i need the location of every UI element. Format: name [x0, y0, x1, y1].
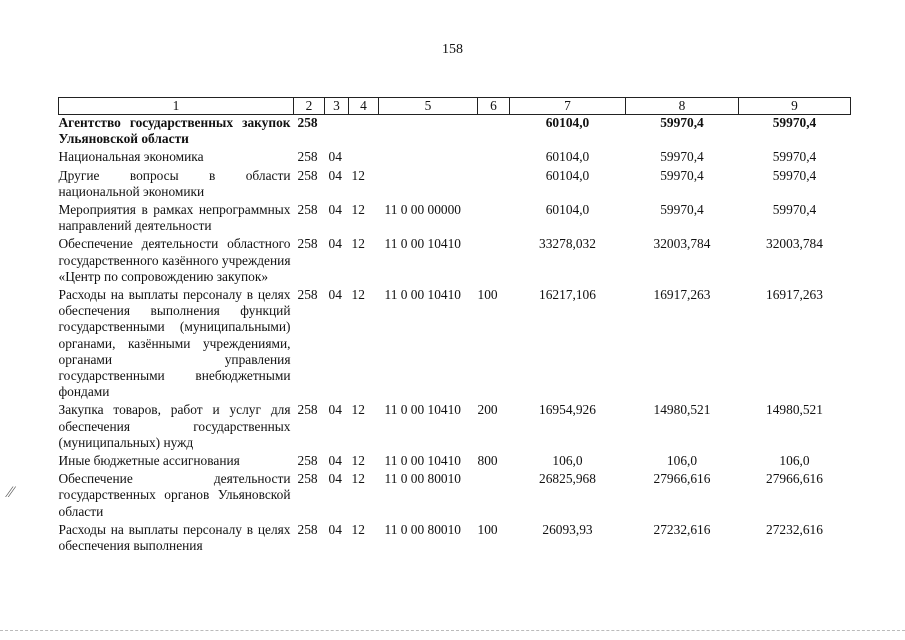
value-col8-cell: 59970,4 — [660, 167, 704, 183]
ministry-code-cell: 258 — [297, 202, 318, 218]
expense-type-cell: 200 — [477, 402, 498, 418]
value-col8-cell: 16917,263 — [653, 287, 711, 303]
section-code-cell — [325, 115, 349, 150]
subsection-code-cell: 12 — [351, 287, 365, 303]
row-name-cell: Агентство государственных закупок Ульяновской области — [58, 115, 291, 147]
subsection-code-cell — [349, 115, 379, 150]
column-header: 7 — [510, 98, 626, 115]
value-col9-cell: 59970,4 — [772, 115, 817, 130]
section-code-cell: 04 — [328, 149, 342, 165]
target-article-cell: 11 0 00 10410 — [384, 236, 461, 252]
value-col8-cell: 59970,4 — [660, 115, 704, 130]
value-col7-cell: 60104,0 — [545, 202, 590, 218]
expense-type-cell — [478, 202, 510, 236]
target-article-cell — [379, 115, 478, 150]
row-name-cell: Другие вопросы в области национальной экономики — [58, 167, 291, 199]
row-name-cell: Расходы на выплаты персоналу в целях обеспечения выполнения — [58, 521, 291, 554]
row-name-cell: Национальная экономика — [58, 149, 204, 165]
section-code-cell: 04 — [328, 287, 342, 303]
ministry-code-cell: 258 — [297, 115, 318, 130]
column-header: 2 — [294, 98, 325, 115]
value-col8-cell: 59970,4 — [660, 149, 704, 165]
row-name-cell: Мероприятия в рамках непрограммных направлений деятельности — [58, 202, 291, 234]
value-col9-cell: 27966,616 — [766, 471, 823, 487]
value-col9-cell: 106,0 — [779, 453, 810, 469]
table-body — [59, 115, 851, 557]
row-name-cell: Закупка товаров, работ и услуг для обеспечения государственных (муниципальных) нужд — [58, 402, 291, 450]
section-code-cell: 04 — [328, 202, 342, 218]
target-article-cell: 11 0 00 10410 — [384, 453, 461, 469]
expense-type-cell: 100 — [477, 287, 498, 303]
subsection-code-cell: 12 — [351, 236, 365, 252]
subsection-code-cell: 12 — [351, 202, 365, 218]
section-code-cell: 04 — [328, 471, 342, 487]
column-header: 5 — [379, 98, 478, 115]
ministry-code-cell: 258 — [297, 236, 318, 252]
value-col9-cell: 32003,784 — [766, 236, 823, 252]
value-col7-cell: 16217,106 — [539, 287, 596, 303]
row-name-cell: Иные бюджетные ассигнования — [58, 453, 240, 469]
subsection-code-cell — [349, 149, 379, 167]
margin-mark-icon: ⁄⁄ — [8, 484, 14, 501]
ministry-code-cell: 258 — [297, 521, 318, 537]
section-code-cell: 04 — [328, 236, 342, 252]
section-code-cell: 04 — [328, 453, 342, 469]
value-col8-cell: 106,0 — [666, 453, 698, 469]
value-col9-cell: 27232,616 — [766, 521, 823, 537]
expense-type-cell — [478, 115, 510, 150]
subsection-code-cell: 12 — [351, 471, 365, 487]
value-col9-cell: 59970,4 — [772, 167, 817, 183]
column-header: 6 — [478, 98, 510, 115]
column-header: 1 — [59, 98, 294, 115]
expense-type-cell — [478, 168, 510, 202]
page-number: 158 — [442, 42, 463, 57]
budget-table — [58, 97, 851, 556]
target-article-cell — [379, 149, 478, 167]
ministry-code-cell: 258 — [297, 471, 318, 487]
column-header: 4 — [349, 98, 379, 115]
value-col7-cell: 16954,926 — [539, 402, 596, 418]
ministry-code-cell: 258 — [297, 167, 318, 183]
table-row — [59, 168, 851, 202]
table-row — [59, 522, 851, 556]
target-article-cell: 11 0 00 80010 — [384, 471, 461, 487]
section-code-cell: 04 — [328, 167, 342, 183]
target-article-cell: 11 0 00 00000 — [384, 202, 461, 218]
ministry-code-cell: 258 — [297, 149, 318, 165]
expense-type-cell — [478, 236, 510, 287]
value-col7-cell: 106,0 — [552, 453, 583, 469]
value-col7-cell: 60104,0 — [545, 149, 590, 165]
ministry-code-cell: 258 — [297, 287, 318, 303]
expense-type-cell: 100 — [477, 521, 498, 537]
target-article-cell — [379, 168, 478, 202]
table-row — [59, 453, 851, 471]
table-row — [59, 236, 851, 287]
target-article-cell: 11 0 00 80010 — [384, 521, 461, 537]
section-code-cell: 04 — [328, 521, 342, 537]
value-col7-cell: 26093,93 — [542, 521, 593, 537]
header-row — [59, 98, 851, 115]
column-header: 9 — [739, 98, 851, 115]
value-col8-cell: 32003,784 — [653, 236, 711, 252]
value-col8-cell: 59970,4 — [660, 202, 704, 218]
row-name-cell: Обеспечение деятельности государственных органов Ульяновской области — [58, 471, 291, 519]
table-row — [59, 115, 851, 150]
table-row — [59, 402, 851, 453]
value-col9-cell: 16917,263 — [766, 287, 823, 303]
subsection-code-cell: 12 — [351, 453, 365, 469]
row-name-cell: Обеспечение деятельности областного государственного казённого учреждения «Центр по сопровождению закупок» — [58, 236, 291, 284]
expense-type-cell — [478, 149, 510, 167]
column-header: 3 — [325, 98, 349, 115]
value-col9-cell: 59970,4 — [772, 202, 817, 218]
value-col8-cell: 27232,616 — [653, 521, 711, 537]
expense-type-cell: 800 — [477, 453, 498, 469]
target-article-cell: 11 0 00 10410 — [384, 287, 461, 303]
subsection-code-cell: 12 — [351, 521, 365, 537]
value-col7-cell: 26825,968 — [539, 471, 596, 487]
value-col8-cell: 27966,616 — [653, 471, 711, 487]
page-bottom-edge — [0, 630, 905, 632]
section-code-cell: 04 — [328, 402, 342, 418]
column-header: 8 — [626, 98, 739, 115]
subsection-code-cell: 12 — [351, 167, 365, 183]
value-col9-cell: 59970,4 — [772, 149, 817, 165]
expense-type-cell — [478, 471, 510, 522]
ministry-code-cell: 258 — [297, 402, 318, 418]
value-col7-cell: 60104,0 — [545, 115, 590, 130]
value-col8-cell: 14980,521 — [653, 402, 711, 418]
subsection-code-cell: 12 — [351, 402, 365, 418]
value-col9-cell: 14980,521 — [766, 402, 823, 418]
value-col7-cell: 33278,032 — [539, 236, 596, 252]
ministry-code-cell: 258 — [297, 453, 318, 469]
table-row — [59, 471, 851, 522]
table-row — [59, 287, 851, 402]
row-name-cell: Расходы на выплаты персоналу в целях обеспечения выполнения функций государственными (муниципальными) органами, казёнными учреждениями, органами управления государственными внебюджетными фондами — [58, 287, 291, 400]
target-article-cell: 11 0 00 10410 — [384, 402, 461, 418]
table-row — [59, 149, 851, 167]
value-col7-cell: 60104,0 — [545, 167, 590, 183]
table-row — [59, 202, 851, 236]
